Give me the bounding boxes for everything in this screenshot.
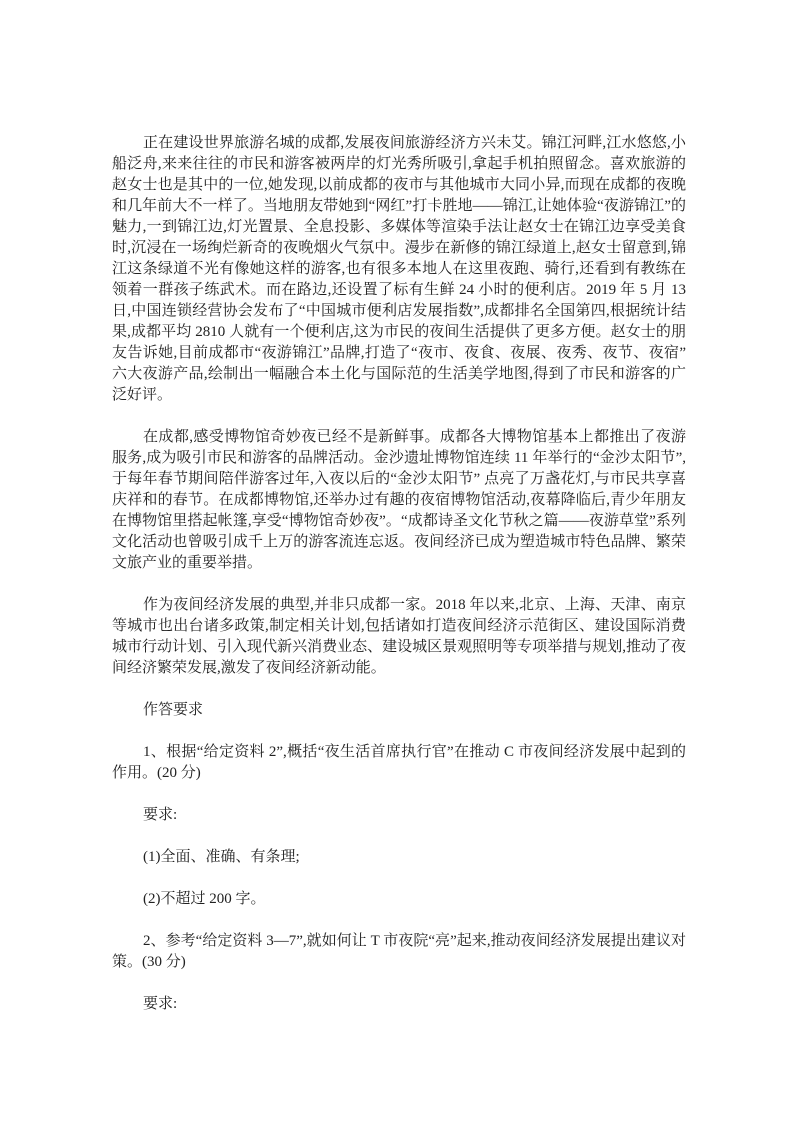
question-2-text: 2、参考“给定资料 3—7”,就如何让 T 市夜院“亮”起来,推动夜间经济发展提出建议对策。(30 分) — [112, 933, 686, 970]
paragraph-museum-night-activities: 在成都,感受博物馆奇妙夜已经不是新鲜事。成都各大博物馆基本上都推出了夜游服务,成为吸引市民和游客的品牌活动。金沙遗址博物馆连续 11 年举行的“金沙太阳节”,于每年春节期间陪伴游客过年,入夜以后的“金沙太阳节” 点亮了万盏花灯,与市民共享喜庆祥和的春节。在成都博物馆,还举办过有趣的夜宿博物馆活动,夜幕降临后,青少年朋友在博物馆里搭起帐篷,享受“博物馆奇妙夜”。“成都诗圣文化节秋之篇——夜游草堂”系列文化活动也曾吸引成千上万的游客流连忘返。夜间经济已成为塑造城市特色品牌、繁荣文旅产业的重要举措。 — [112, 429, 686, 571]
question-1-text: 1、根据“给定资料 2”,概括“夜生活首席执行官”在推动 C 市夜间经济发展中起到的作用。(20 分) — [112, 744, 686, 781]
answer-requirements-heading: 作答要求 — [143, 702, 204, 718]
question-1-requirement-1: (1)全面、准确、有条理; — [143, 849, 300, 865]
question-1-requirement-2: (2)不超过 200 字。 — [143, 891, 266, 907]
question-2-requirements-label: 要求: — [143, 996, 178, 1012]
paragraph-chengdu-jinjiang-night-tourism: 正在建设世界旅游名城的成都,发展夜间旅游经济方兴未艾。锦江河畔,江水悠悠,小船泛舟,来来往往的市民和游客被两岸的灯光秀所吸引,拿起手机拍照留念。喜欢旅游的赵女士也是其中的一位,她发现,以前成都的夜市与其他城市大同小异,而现在成都的夜晚和几年前大不一样了。当地朋友带她到“网红”打卡胜地——锦江,让她体验“夜游锦江”的魅力,一到锦江边,灯光置景、全息投影、多媒体等渲染手法让赵女士在锦江边享受美食时,沉浸在一场绚烂新奇的夜晚烟火气氛中。漫步在新修的锦江绿道上,赵女士留意到,锦江这条绿道不光有像她这样的游客,也有很多本地人在这里夜跑、骑行,还看到有教练在领着一群孩子练武术。而在路边,还设置了标有生鲜 24 小时的便利店。2019 年 5 月 13 日,中国连锁经营协会发布了“中国城市便利店发展指数”,成都排名全国第四,根据统计结果,成都平均 2810 人就有一个便利店,这为市民的夜间生活提供了更多方便。赵女士的朋友告诉她,目前成都市“夜游锦江”品牌,打造了“夜市、夜食、夜展、夜秀、夜节、夜宿”六大夜游产品,绘制出一幅融合本土化与国际范的生活美学地图,得到了市民和游客的广泛好评。 — [112, 135, 686, 403]
question-1-requirements-label: 要求: — [143, 807, 178, 823]
paragraph-other-cities-night-economy: 作为夜间经济发展的典型,并非只成都一家。2018 年以来,北京、上海、天津、南京等城市也出台诸多政策,制定相关计划,包括诸如打造夜间经济示范街区、建设国际消费城市行动计划、引入现代新兴消费业态、建设城区景观照明等专项举措与规划,推动了夜间经济繁荣发展,激发了夜间经济新动能。 — [112, 597, 686, 676]
